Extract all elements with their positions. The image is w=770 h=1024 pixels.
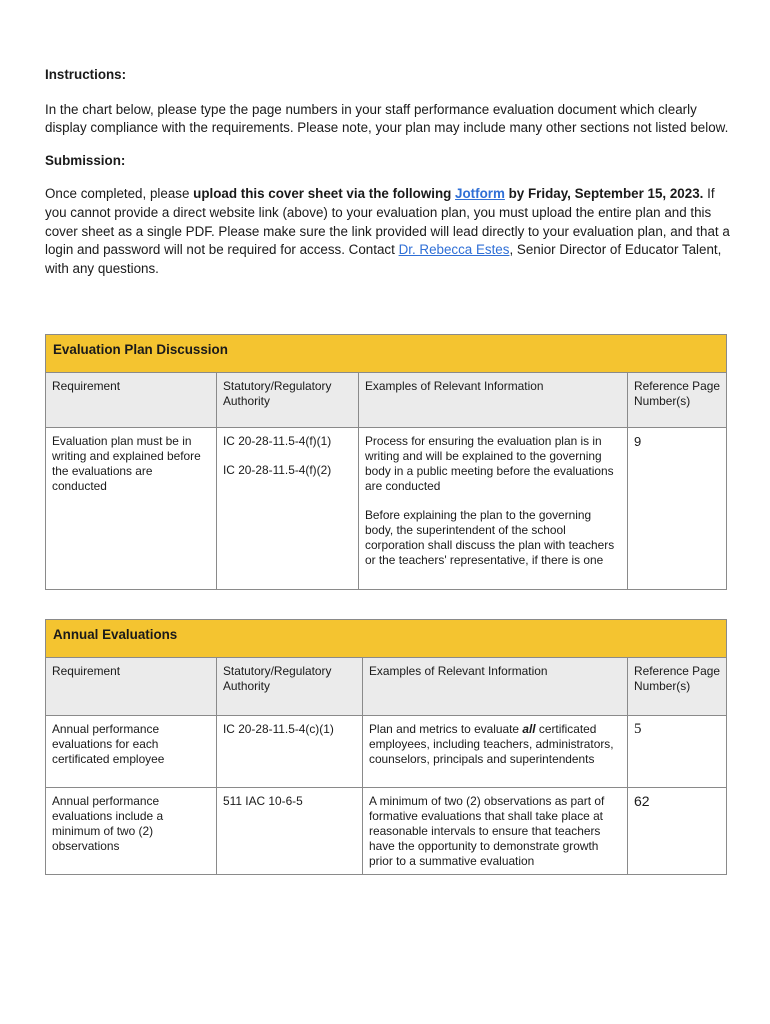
section-title: Annual Evaluations — [46, 620, 727, 658]
example-text: Plan and metrics to evaluate — [369, 722, 523, 736]
submission-text-part: If you cannot provide a direct website link (above) to your evaluation plan, you must upload the entire plan and this cover sheet as a single PDF. Please make sure the link provided will lead directly to your evaluation plan, and that a login and password will not be required for access. Contact — [45, 186, 730, 258]
authority-cell — [217, 428, 359, 590]
requirement-cell: Annual performance evaluations for each certificated employee — [46, 716, 217, 788]
col-header-reference: Reference Page Number(s) — [628, 373, 727, 428]
reference-page-field[interactable]: 62 — [628, 788, 727, 875]
reference-page-field[interactable]: 5 — [628, 716, 727, 788]
contact-link[interactable]: Dr. Rebecca Estes — [398, 242, 510, 258]
authority-cell: 511 IAC 10-6-5 — [217, 788, 363, 875]
examples-cell — [359, 428, 628, 590]
intro-text — [45, 66, 735, 278]
example-text: Process for ensuring the evaluation plan is in writing and will be explained to the governing body in a public meeting before the evaluations are conducted — [365, 434, 614, 493]
evaluation-plan-discussion-table — [45, 334, 727, 590]
reference-page-field[interactable]: 9 — [628, 428, 727, 590]
requirement-cell: Evaluation plan must be in writing and explained before the evaluations are conducted — [46, 428, 217, 590]
col-header-requirement: Requirement — [46, 373, 217, 428]
example-text: certificated employees, including teachers, administrators, counselors, principals and superintendents — [369, 722, 614, 766]
submission-heading: Submission: — [45, 152, 126, 168]
col-header-requirement: Requirement — [46, 658, 217, 716]
examples-cell: A minimum of two (2) observations as part of formative evaluations that shall take place at reasonable intervals to ensure that teachers have the opportunity to demonstrate growth prior to a summative evaluation — [363, 788, 628, 875]
submission-text-part: , Senior Director of Educator Talent, with any questions. — [45, 242, 722, 276]
annual-evaluations-table — [45, 619, 727, 875]
jotform-link[interactable]: Jotform — [455, 186, 505, 202]
col-header-authority: Statutory/Regulatory Authority — [217, 373, 359, 428]
col-header-examples: Examples of Relevant Information — [359, 373, 628, 428]
authority-cell: IC 20-28-11.5-4(c)(1) — [217, 716, 363, 788]
example-text: Before explaining the plan to the governing body, the superintendent of the school corporation shall discuss the plan with teachers or the teachers' representative, if there is one — [365, 508, 615, 567]
instructions-text: In the chart below, please type the page numbers in your staff performance evaluation document which clearly display compliance with the requirements. Please note, your plan may include many other sections not listed below. — [45, 101, 729, 136]
submission-upload-bold: upload this cover sheet via the following — [193, 186, 456, 202]
submission-text — [45, 185, 735, 278]
authority-citation: IC 20-28-11.5-4(f)(2) — [223, 463, 332, 477]
authority-citation: IC 20-28-11.5-4(f)(1) — [223, 434, 332, 448]
col-header-reference: Reference Page Number(s) — [628, 658, 727, 716]
col-header-examples: Examples of Relevant Information — [363, 658, 628, 716]
example-emphasis: all — [522, 722, 536, 736]
submission-text-part: Once completed, please — [45, 186, 194, 202]
examples-cell — [363, 716, 628, 788]
submission-deadline-bold: by Friday, September 15, 2023. — [504, 186, 704, 202]
instructions-heading: Instructions: — [45, 67, 127, 82]
col-header-authority: Statutory/Regulatory Authority — [217, 658, 363, 716]
section-title: Evaluation Plan Discussion — [46, 335, 727, 373]
requirement-cell: Annual performance evaluations include a minimum of two (2) observations — [46, 788, 217, 875]
